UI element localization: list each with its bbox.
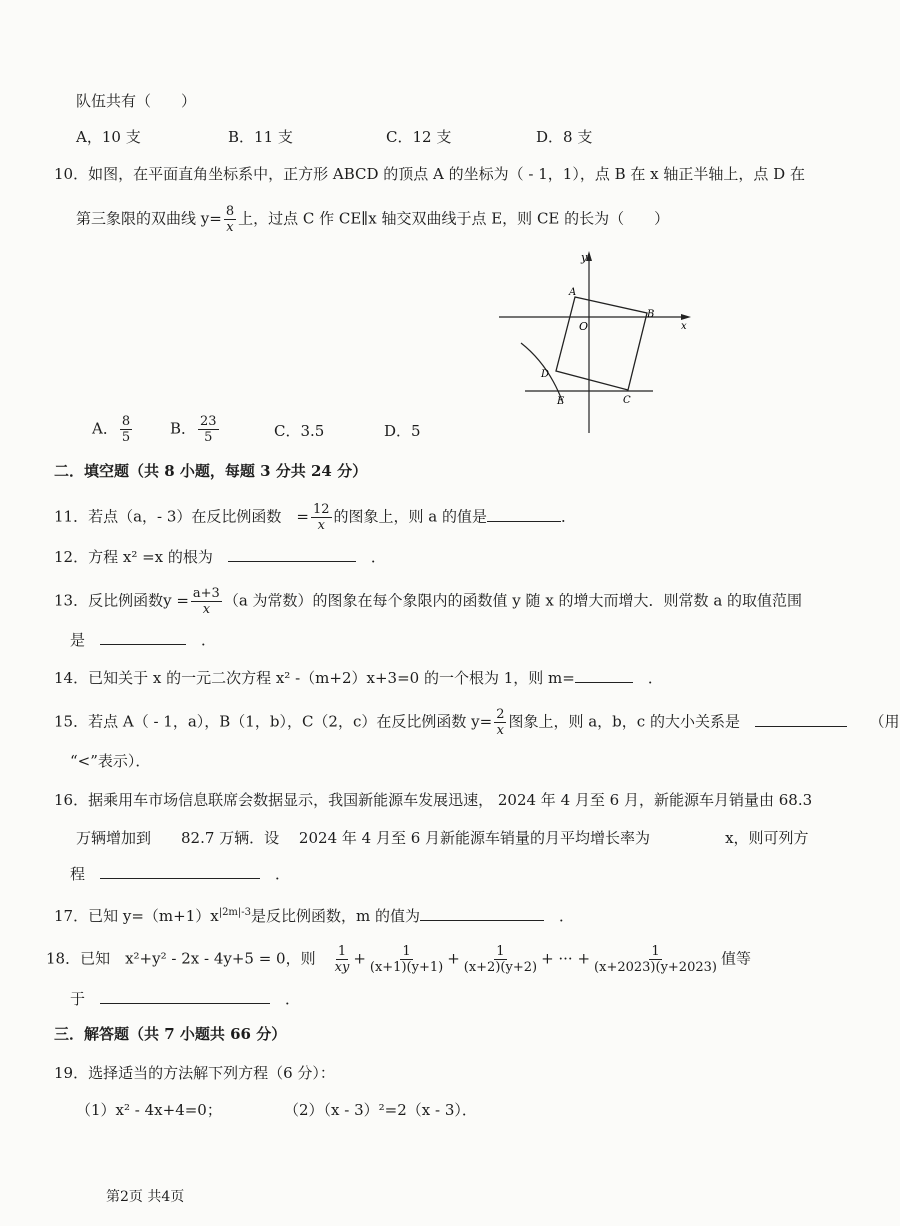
q10-text-1: 如图，在平面直角坐标系中，正方形 ABCD 的顶点 A 的坐标为（ - 1，1），点 B 在 x 轴正半轴上，点 D 在 (88, 165, 805, 183)
q10-option-d (384, 420, 421, 442)
q13-fraction (191, 586, 222, 617)
q9-tail: 队伍共有（ ） (76, 92, 197, 110)
q9-option-c: C．12 支 (386, 128, 452, 146)
q12-text: 12．方程 x² =x 的根为 (54, 548, 213, 566)
q18-frac-3-den: (x+2)(y+2) (463, 960, 538, 975)
q10-number: 10． (54, 165, 89, 183)
q10-figure (497, 247, 697, 437)
label-b: B (647, 309, 655, 320)
q13-answer-blank[interactable] (100, 628, 186, 645)
q19-part1: （1）x² - 4x+4=0； (76, 1101, 222, 1119)
q10-option-b-label: B． (170, 419, 197, 438)
q18-line1: 18．已知 x²+y² - 2x - 4y+5 = 0，则 $\frac{1}{xy}$ + $\frac{1}{(x+1)(y+1)}$ + $\frac{1}{(x+2)(y+2)}$ + ··· + $\frac{1}{(x+2023)(y+2023)}$ 值等 (46, 944, 751, 975)
q18-text-b: 值等 (720, 949, 751, 968)
square-abcd (556, 297, 647, 390)
q17-text-b: 是反比例函数，m 的值为 (251, 907, 421, 925)
q18-frac-4-num: 1 (651, 944, 660, 959)
q10-text-2b: 上，过点 C 作 CE∥x 轴交双曲线于点 E，则 CE 的长为（ ） (238, 209, 670, 228)
q13-text-a: 13．反比例函数y = (54, 591, 189, 610)
label-x: x (681, 321, 687, 332)
label-y: y (581, 251, 588, 264)
q16-text-2: 万辆增加到 82.7 万辆．设 2024 年 4 月至 6 月新能源车销量的月平均增长率为 (76, 829, 651, 847)
q18-dots: + ··· + (541, 949, 591, 968)
q11-fraction (311, 502, 332, 533)
q10-frac-den: x (226, 220, 234, 235)
q15-frac-num: 2 (496, 707, 505, 722)
section3-heading: 三．解答题（共 7 小题共 66 分） (54, 1025, 287, 1043)
q10-line2 (76, 204, 669, 235)
q18-answer-blank[interactable] (100, 987, 270, 1004)
q12: 12．方程 x² =x 的根为 ． (54, 545, 386, 568)
q13-line1 (54, 586, 802, 617)
q10-option-a-num: 8 (121, 414, 131, 429)
q10-option-d-value: 5 (411, 422, 421, 440)
q13-text-c: 是 (70, 631, 86, 649)
q18-line2: 于 ． (70, 987, 300, 1010)
q10-frac-num: 8 (225, 204, 235, 219)
q13-text-b: （a 为常数）的图象在每个象限内的函数值 y 随 x 的增大而增大．则常数 a 的取值范围 (223, 591, 803, 610)
q16-line1: 16．据乘用车市场信息联席会数据显示，我国新能源车发展迅速， 2024 年 4 月至 6 月，新能源车月销量由 68.3 (54, 791, 813, 809)
q18-text-a: 18．已知 x²+y² - 2x - 4y+5 = 0，则 (46, 949, 316, 968)
q16-line2 (76, 827, 809, 849)
q17-answer-blank[interactable] (420, 904, 544, 921)
q18-frac-3 (462, 944, 539, 975)
q18-frac-4-den: (x+2023)(y+2023) (594, 960, 717, 975)
q11-frac-num: 12 (312, 502, 330, 517)
label-o: O (579, 320, 589, 333)
q11: 11．若点（a，- 3）在反比例函数 = $\frac{12}{x}$ 的图象上，则 a 的值是 ． (54, 502, 577, 533)
q18-frac-1-num: 1 (337, 944, 347, 959)
q18-frac-2-den: (x+1)(y+1) (369, 960, 444, 975)
q18-frac-2-num: 1 (402, 944, 411, 959)
q18-frac-2 (368, 944, 445, 975)
q18-frac-4 (592, 944, 719, 975)
q9-option-b: B．11 支 (228, 128, 293, 146)
q10-option-a-label: A． (92, 419, 118, 438)
q10-option-b-num: 23 (200, 414, 217, 429)
q10-option-a (92, 414, 134, 445)
q15-answer-blank[interactable] (755, 710, 847, 727)
q16-answer-blank[interactable] (100, 862, 260, 879)
q12-answer-blank[interactable] (228, 545, 356, 562)
q10-option-b (170, 414, 221, 445)
q13-line2: 是 ． (70, 628, 216, 651)
label-e: E (557, 396, 565, 407)
q17-exponent: |2m|-3 (218, 907, 252, 918)
q9-option-a: A，10 支 (76, 128, 141, 146)
q15-text-tail: （用 (876, 712, 900, 731)
q18-frac-1 (333, 944, 352, 975)
q15-line1 (54, 707, 900, 738)
q16-text-3: 程 (70, 865, 86, 883)
q13-frac-num: a+3 (192, 586, 220, 601)
q16-text-2x: x，则可列方 (725, 829, 809, 847)
q15-text-b: 图象上，则 a，b，c 的大小关系是 (508, 712, 740, 731)
label-a: A (569, 287, 577, 298)
q9-option-d: D．8 支 (536, 128, 593, 146)
q15-fraction (494, 707, 506, 738)
q15-text-a: 15．若点 A（ - 1，a），B（1，b），C（2，c）在反比例函数 y= (54, 712, 493, 731)
q10-option-c (274, 420, 324, 442)
q10-line1 (54, 163, 805, 185)
q14-answer-blank[interactable] (575, 666, 633, 683)
q16-line3: 程 ． (70, 862, 290, 885)
q10-fraction (224, 204, 236, 235)
q10-option-c-value: 3.5 (300, 422, 325, 440)
q14-text: 14．已知关于 x 的一元二次方程 x² -（m+2）x+3=0 的一个根为 1，则 m= (54, 669, 575, 687)
q10-option-a-frac (120, 414, 132, 445)
q18-frac-1-den: xy (334, 960, 350, 975)
x-axis-arrow (681, 314, 691, 320)
q11-text-b: 的图象上，则 a 的值是 (333, 507, 488, 526)
q15-line2: “<”表示）． (70, 752, 151, 770)
q10-option-b-den: 5 (204, 430, 213, 445)
q11-text-a: 11．若点（a，- 3）在反比例函数 = (54, 507, 309, 526)
q14: 14．已知关于 x 的一元二次方程 x² -（m+2）x+3=0 的一个根为 1，则 m= ． (54, 666, 663, 689)
q11-frac-den: x (317, 518, 325, 533)
q10-option-d-label: D． (384, 422, 412, 440)
q18-text-c: 于 (70, 990, 86, 1008)
q19-line1: 19．选择适当的方法解下列方程（6 分）： (54, 1064, 335, 1082)
q17-text-a: 17．已知 y=（m+1）x (54, 907, 219, 925)
label-c: C (623, 395, 631, 406)
page-footer: 第2页 共4页 (106, 1189, 185, 1205)
q17: 17．已知 $y=(m+1)x^{|2m|-3}$是反比例函数，m 的值为 ． (54, 902, 574, 927)
q10-option-a-den: 5 (121, 430, 131, 445)
q10-option-b-frac (198, 414, 219, 445)
q18-frac-3-num: 1 (496, 944, 505, 959)
q19-part2: （2）（x - 3）²=2（x - 3）． (284, 1101, 477, 1119)
q15-frac-den: x (496, 723, 504, 738)
section2-heading: 二．填空题（共 8 小题，每题 3 分共 24 分） (54, 462, 368, 480)
label-d: D (541, 369, 550, 380)
q10-option-c-label: C． (274, 422, 301, 440)
q13-frac-den: x (202, 602, 211, 617)
q11-answer-blank[interactable] (487, 505, 561, 522)
q10-text-2a: 第三象限的双曲线 y= (76, 209, 222, 228)
